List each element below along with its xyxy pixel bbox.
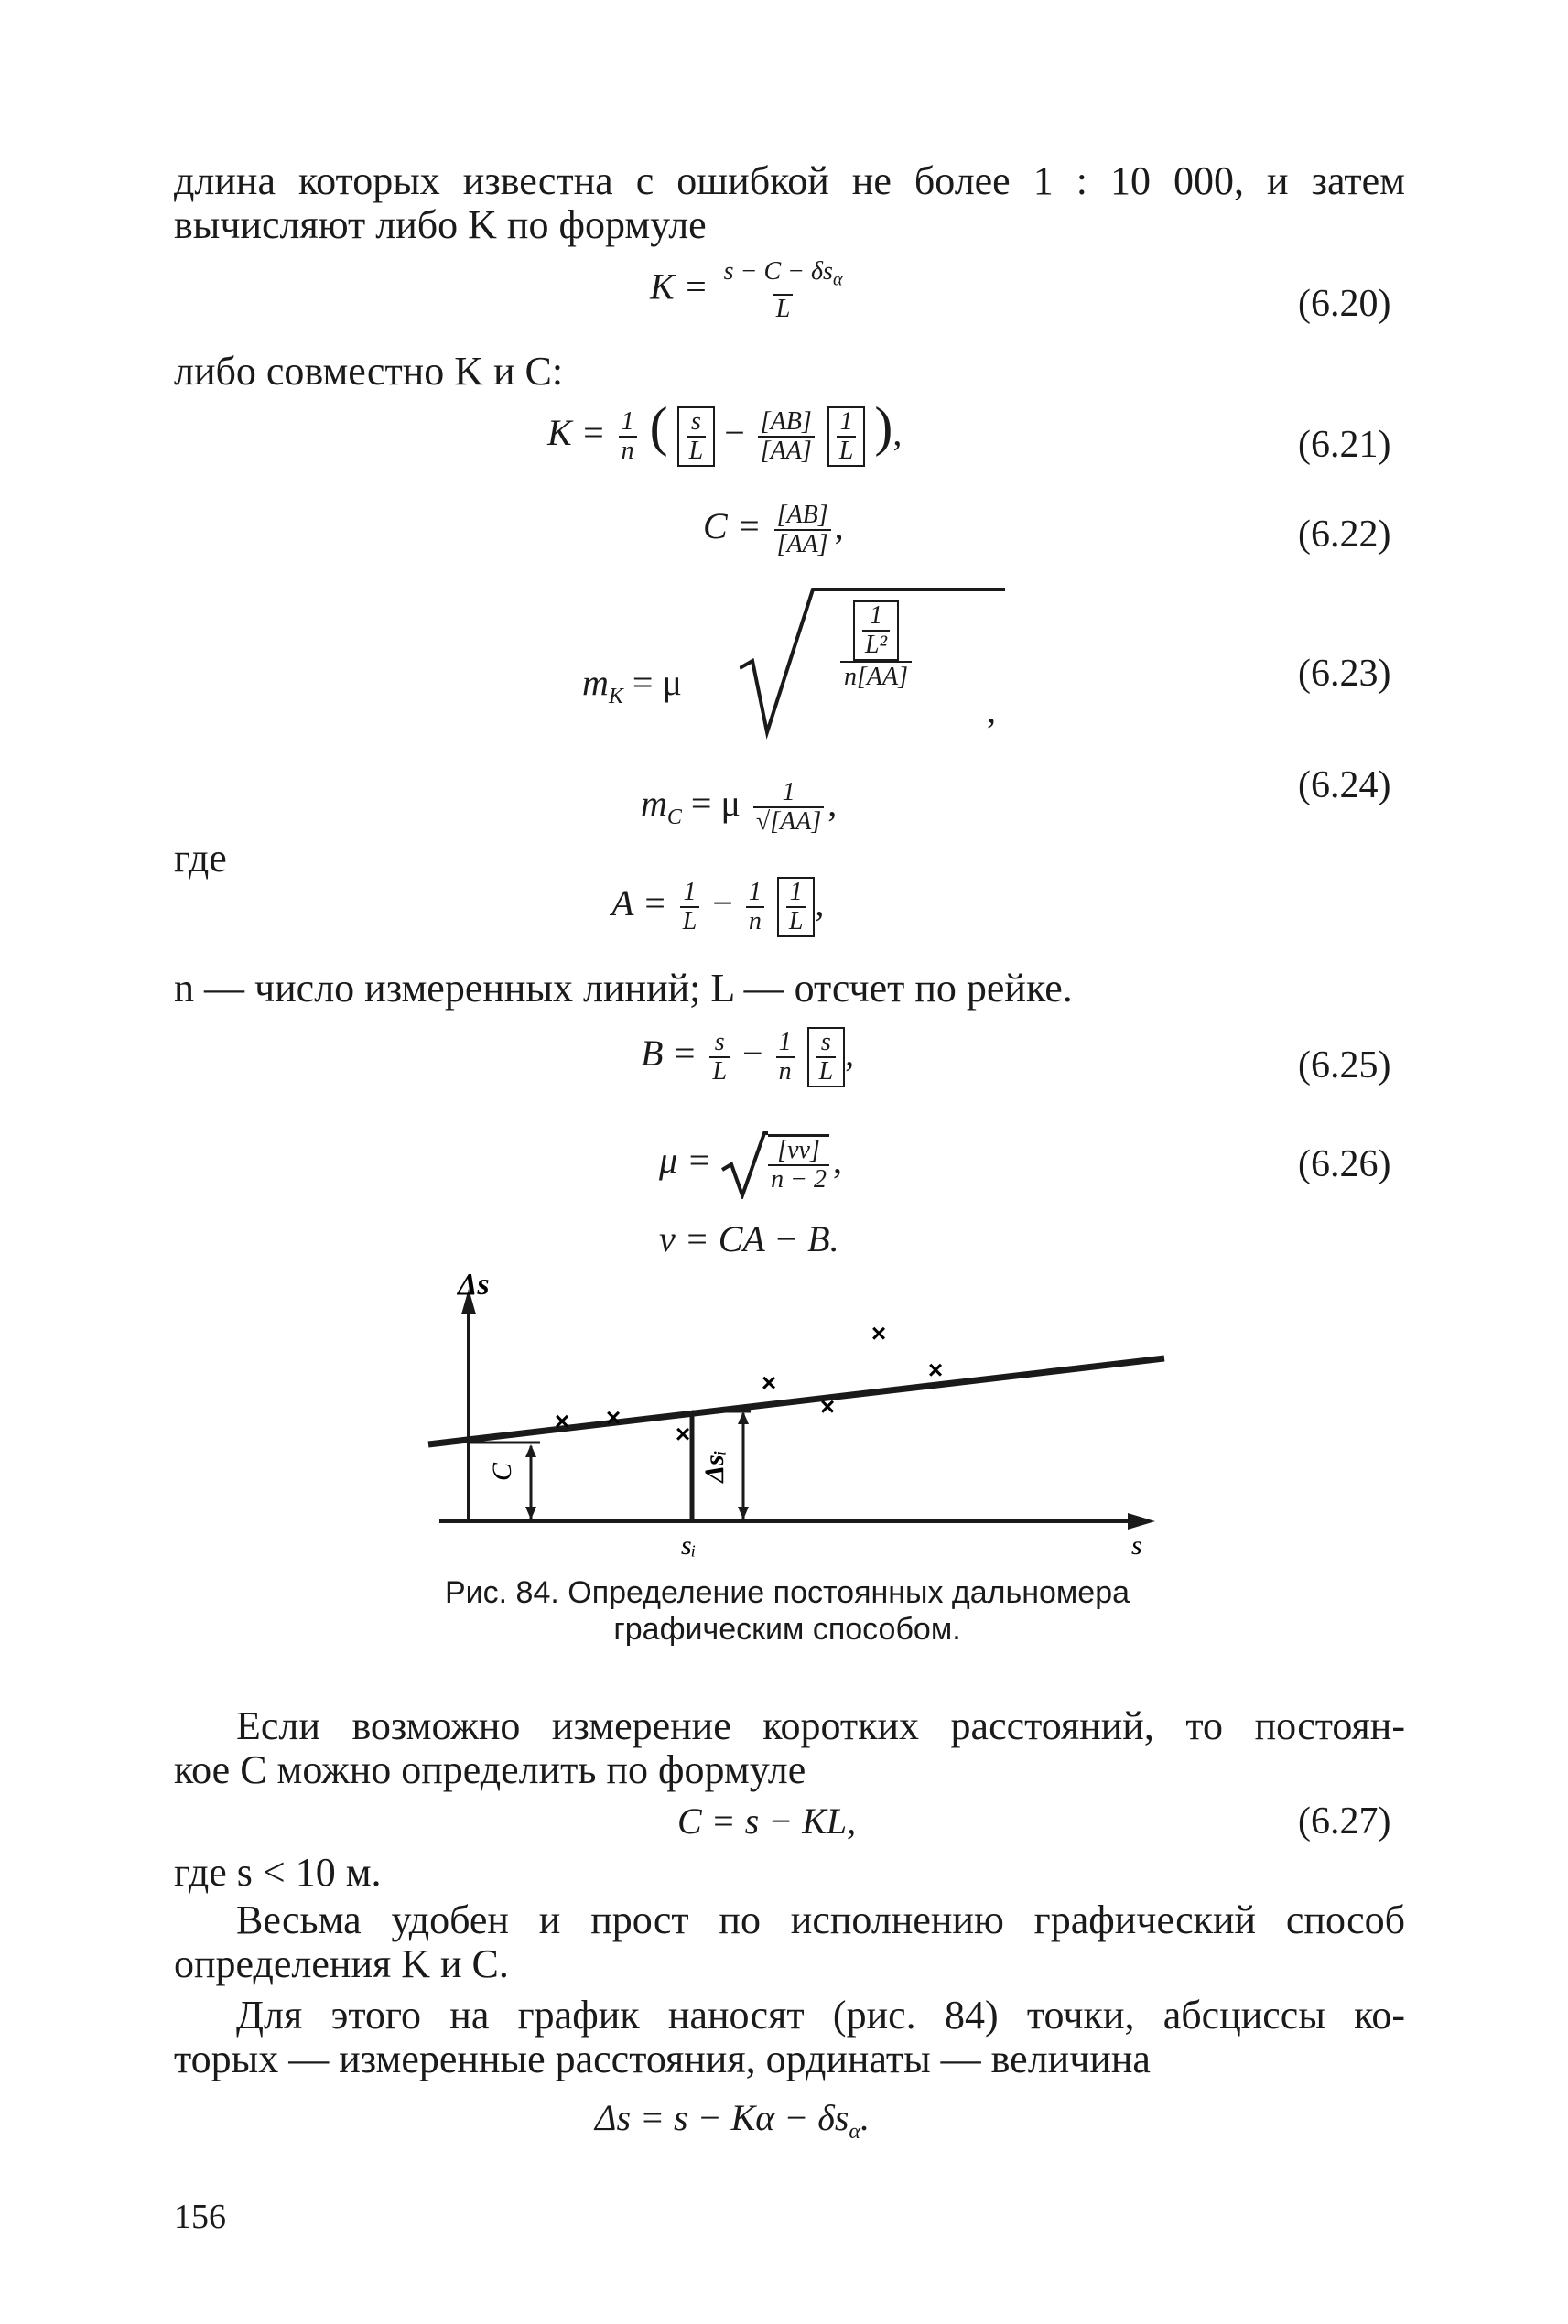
bracket [777,877,816,937]
subscript: α [849,2120,861,2144]
page-number: 156 [174,2198,226,2236]
denominator: L [687,436,707,465]
numerator: 1 [748,878,762,906]
equation-6-20 [650,258,849,323]
numerator: s [820,1028,831,1056]
eq-lhs: B = [641,1032,697,1075]
numerator: 1 [782,777,795,806]
denominator: n [746,906,764,935]
fitted-line [428,1358,1164,1444]
equation-number: (6.25) [1298,1044,1391,1086]
figure-84 [403,1263,1172,1565]
equation-number: (6.24) [1298,764,1391,806]
fraction [753,779,824,836]
eq-lhs: μ = [659,1140,712,1181]
equation-a: A = $\frac{1}{L}$ − $\frac{1}{n}$ $\frac{1}{L}$ , [611,878,825,935]
denominator: n[AA] [840,661,912,692]
numerator: [AB] [776,501,828,529]
dsi-arrow-down [738,1507,749,1519]
numerator: 1 [778,1028,792,1056]
bracket [807,1027,846,1087]
denominator: L² [862,630,890,659]
denominator: L [680,906,700,935]
eq-text: Δs = s − Kα − δs [595,2097,849,2138]
eq-lhs: C = [703,505,762,547]
numerator: 1 [621,406,634,436]
denominator: L [709,1056,730,1086]
numerator: 1 [789,878,803,906]
equation-number: (6.23) [1298,653,1391,695]
paragraph-line: либо совместно K и C: [174,349,564,394]
eq-lhs: A = [611,882,667,924]
paragraph-line: Если возможно измерение коротких расстояний, то постоян- [236,1703,1405,1748]
eq-end: . [860,2097,871,2138]
paragraph-line: Для этого на график наносят (рис. 84) точки, абсциссы ко- [236,1993,1405,2038]
paragraph-line: определения K и C. [174,1941,509,1986]
denominator: L [773,294,794,323]
numerator: 1 [839,406,853,436]
paragraph-line: вычисляют либо K по формуле [174,202,707,247]
bracket [677,406,716,467]
denominator: [AA] [758,436,815,465]
subscript: α [832,269,843,290]
numerator: 1 [683,878,697,906]
paragraph-line: кое C можно определить по формуле [174,1747,806,1792]
denominator: L [816,1056,837,1086]
sqrt-sign [720,1130,768,1199]
eq-lhs: K = [650,265,708,308]
numerator: 1 [870,601,882,630]
denominator: n − 2 [768,1164,829,1194]
data-point: × [871,1319,887,1347]
eq-lhs: m [641,783,667,824]
paragraph-line: Весьма удобен и прост по исполнению графический способ [236,1897,1405,1942]
data-point: × [927,1356,944,1384]
data-point: × [761,1368,777,1397]
subscript: C [666,805,682,829]
equation-v: v = CA − B. [659,1218,839,1259]
subscript: K [608,685,623,708]
fraction [619,408,637,465]
denominator: n [619,436,637,465]
equation-6-24: $m_C = \mu$ $\frac{1}{√[AA]}$ , [641,777,838,836]
denominator: √[AA] [753,806,824,836]
equation-delta-s [595,2096,870,2145]
equation-6-26: μ = $\frac{[vv]}{n - 2}$ , [659,1124,842,1199]
fraction [758,408,815,465]
denominator: L [837,436,857,465]
numerator: s [690,406,701,436]
denominator: [AA] [774,529,831,558]
numerator: [AB] [760,406,812,436]
equation-number: (6.20) [1298,283,1391,325]
bracket [827,406,866,467]
data-point: × [675,1420,691,1448]
fraction [774,502,831,558]
bracket [853,600,899,661]
denominator: n [776,1056,795,1086]
equation-6-27: C = s − KL, [677,1800,857,1842]
x-axis-label: s [1131,1530,1142,1561]
x-axis-arrow [1128,1513,1155,1530]
equation-number: (6.21) [1298,424,1391,466]
c-arrow-up [525,1444,536,1457]
equation-6-21: K = $\frac{1}{n}$ ( $\frac{s}{L}$ − $\frac{[AB]}{[AA]}$ $\frac{1}{L}$ ), [547,396,903,465]
paragraph-line: где s < 10 м. [174,1850,382,1895]
equation-6-22: C = $\frac{[AB]}{[AA]}$ , [703,501,844,558]
c-label: C [487,1462,517,1482]
paragraph-line: n — число измеренных линий; L — отсчет по рейке. [174,966,1073,1011]
data-point: × [819,1392,836,1421]
data-point: × [605,1403,622,1432]
numerator: [vv] [777,1136,820,1165]
denominator: L [786,906,806,935]
paragraph-line: длина которых известна с ошибкой не более 1 : 10 000, и затем [174,158,1405,203]
data-point: × [554,1407,570,1435]
eq-rhs-prefix: = μ [632,662,682,703]
caption-line: Рис. 84. Определение постоянных дальномера [444,1575,1130,1610]
eq-rhs-prefix: = μ [690,783,741,824]
numerator: s − C − δs [723,257,833,286]
equation-6-25: B = $\frac{s}{L}$ − $\frac{1}{n}$ $\frac{s}{L}$ , [641,1028,855,1086]
dsi-label: Δsᵢ [699,1450,730,1483]
eq-lhs: K = [547,412,606,453]
equation-number: (6.27) [1298,1800,1391,1843]
si-label: sᵢ [681,1530,697,1561]
equation-number: (6.26) [1298,1143,1391,1185]
numerator: s [714,1028,725,1056]
paragraph-line: где [174,836,227,881]
eq-lhs: m [582,662,609,703]
y-axis-label: Δs [458,1268,490,1302]
c-arrow-down [525,1507,536,1519]
paragraph-line: торых — измеренные расстояния, ординаты — величина [174,2037,1151,2081]
equation-number: (6.22) [1298,513,1391,556]
caption-line: графическим способом. [613,1612,961,1647]
dsi-arrow-up [738,1411,749,1424]
fraction [721,258,846,323]
figure-caption [357,1574,1217,1648]
